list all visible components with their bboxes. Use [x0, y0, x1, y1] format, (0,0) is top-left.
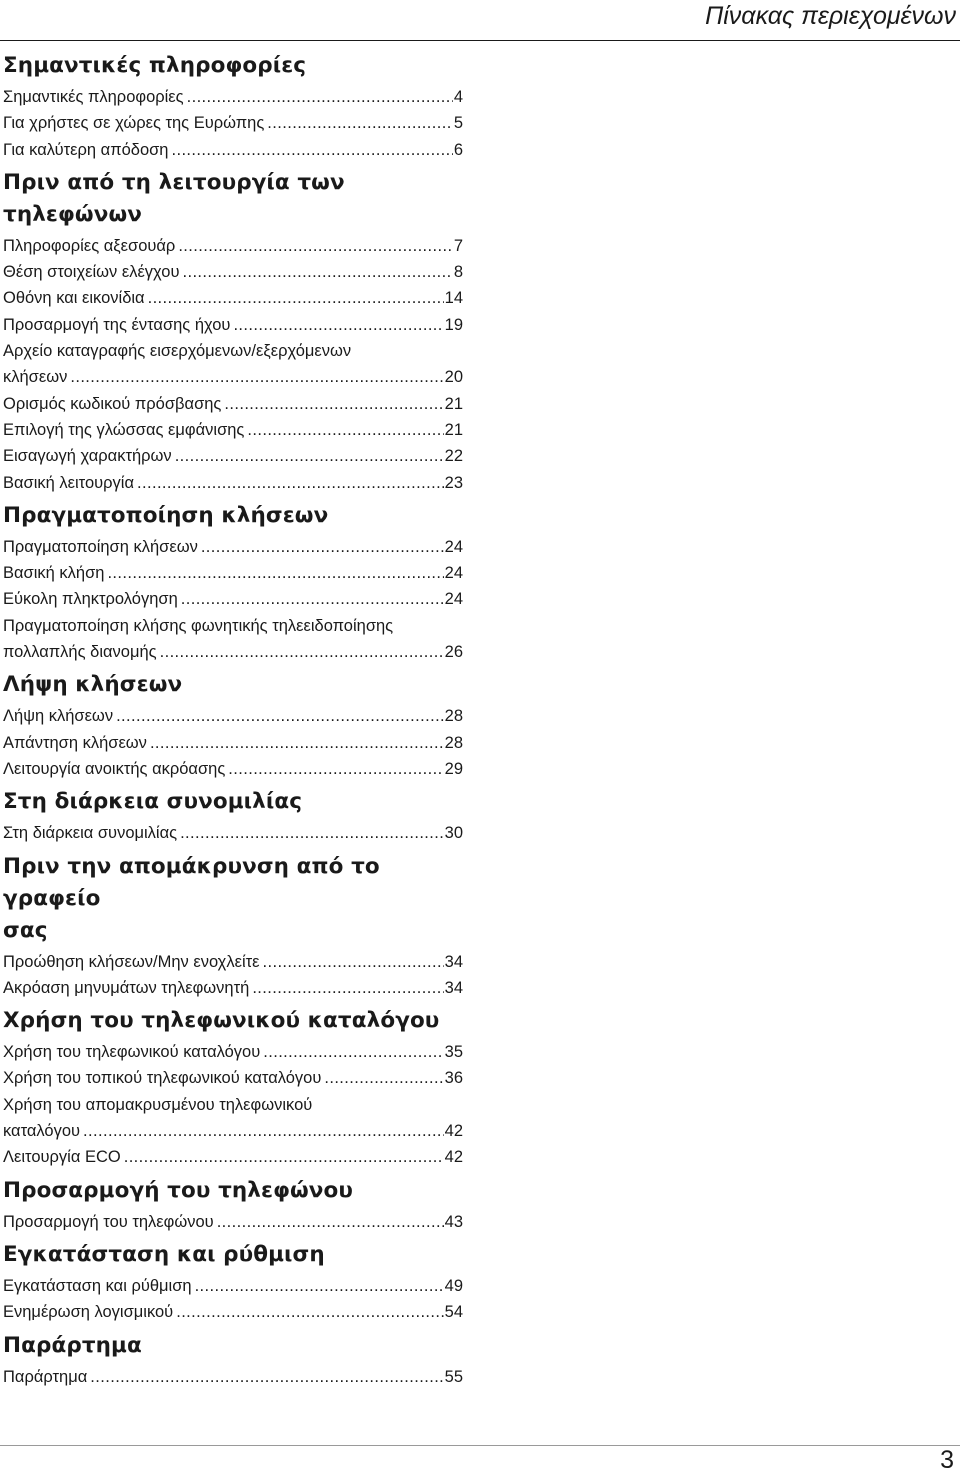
dot-leader — [90, 1364, 443, 1390]
toc-entry-label: Βασική λειτουργία — [3, 473, 135, 492]
dot-leader — [228, 756, 443, 782]
toc-entry-page: 28 — [444, 733, 463, 752]
section-heading: σας — [3, 917, 48, 943]
toc-entry[interactable] — [3, 1065, 463, 1091]
toc-entry-page: 34 — [444, 952, 463, 971]
toc-entry-label: Θέση στοιχείων ελέγχου — [3, 263, 180, 282]
dot-leader — [224, 391, 443, 417]
dot-leader — [175, 443, 444, 469]
section-heading: Πριν την απομάκρυνση από το γραφείο — [3, 853, 380, 911]
toc-entry-label: Προώθηση κλήσεων/Μην ενοχλείτε — [3, 952, 260, 971]
section-heading: Χρήση του τηλεφωνικού καταλόγου — [3, 1008, 440, 1034]
toc-section — [3, 50, 463, 163]
dot-leader — [233, 312, 443, 338]
toc-entry-page: 24 — [444, 564, 463, 583]
toc-entry-page: 29 — [444, 759, 463, 778]
toc-section — [3, 786, 463, 846]
toc-entry[interactable] — [3, 1209, 463, 1235]
toc-entry[interactable] — [3, 1144, 463, 1170]
toc-entry-label: Εγκατάσταση και ρύθμιση — [3, 1276, 192, 1295]
toc-entry-label: Προσαρμογή του τηλεφώνου — [3, 1212, 214, 1231]
dot-leader — [217, 1209, 444, 1235]
toc-entry-page: 34 — [444, 978, 463, 997]
toc-entry[interactable] — [3, 730, 463, 756]
toc-entry[interactable] — [3, 443, 463, 469]
toc-entry[interactable] — [3, 703, 463, 729]
toc-entry-page: 26 — [444, 643, 463, 662]
dot-leader — [176, 1299, 443, 1325]
dot-leader — [70, 364, 443, 390]
toc-entry[interactable] — [3, 364, 463, 390]
dot-leader — [116, 703, 444, 729]
dot-leader — [137, 470, 444, 496]
toc-entry-page: 21 — [444, 420, 463, 439]
toc-entry-page: 49 — [444, 1276, 463, 1295]
dot-leader — [182, 259, 452, 285]
toc-entry[interactable] — [3, 1364, 463, 1390]
toc-entry-label-line[interactable]: Χρήση του απομακρυσμένου τηλεφωνικού — [3, 1095, 313, 1114]
dot-leader — [124, 1144, 444, 1170]
toc-entry-label: Οθόνη και εικονίδια — [3, 289, 145, 308]
toc-entry[interactable] — [3, 84, 463, 110]
toc-section — [3, 1239, 463, 1326]
toc-entry-page: 20 — [444, 368, 463, 387]
toc-entry[interactable] — [3, 639, 463, 665]
toc-section — [3, 1005, 463, 1170]
toc-entry-label-line[interactable]: Αρχείο καταγραφής εισερχόμενων/εξερχόμενων — [3, 342, 352, 361]
toc-entry[interactable] — [3, 285, 463, 311]
toc-entry-page: 7 — [453, 236, 463, 255]
toc-entry-label: Για καλύτερη απόδοση — [3, 140, 169, 159]
dot-leader — [252, 975, 443, 1001]
footer-rule — [0, 1445, 960, 1446]
toc-entry-label: Λειτουργία ανοικτής ακρόασης — [3, 759, 226, 778]
toc-entry-label: Ενημέρωση λογισμικού — [3, 1303, 174, 1322]
toc-entry-label: καταλόγου — [3, 1122, 81, 1141]
dot-leader — [148, 285, 444, 311]
toc-entry[interactable] — [3, 110, 463, 136]
toc-entry-label: Προσαρμογή της έντασης ήχου — [3, 315, 231, 334]
toc-entry[interactable] — [3, 534, 463, 560]
toc-entry-page: 19 — [444, 315, 463, 334]
dot-leader — [324, 1065, 443, 1091]
toc-entry[interactable] — [3, 1273, 463, 1299]
section-heading: Σημαντικές πληροφορίες — [3, 53, 307, 78]
dot-leader — [187, 84, 453, 110]
toc-entry-page: 54 — [444, 1303, 463, 1322]
section-heading: Προσαρμογή του τηλεφώνου — [3, 1177, 354, 1203]
toc-entry-label: Ορισμός κωδικού πρόσβασης — [3, 394, 222, 413]
toc-entry-label-line[interactable]: Πραγματοποίηση κλήσης φωνητικής τηλεειδοποίησης — [3, 616, 394, 635]
toc-entry-label: Στη διάρκεια συνομιλίας — [3, 824, 178, 843]
toc-entry[interactable] — [3, 1039, 463, 1065]
section-heading: Εγκατάσταση και ρύθμιση — [3, 1241, 325, 1267]
dot-leader — [263, 1039, 443, 1065]
dot-leader — [201, 534, 444, 560]
toc-entry-label: Πραγματοποίηση κλήσεων — [3, 537, 198, 556]
section-heading: Πριν από τη λειτουργία των τηλεφώνων — [3, 169, 345, 227]
toc-entry-label: Σημαντικές πληροφορίες — [3, 88, 184, 106]
dot-leader — [267, 110, 453, 136]
toc-section — [3, 669, 463, 782]
toc-entry-label: Βασική κλήση — [3, 564, 105, 583]
section-heading: Λήψη κλήσεων — [3, 672, 183, 698]
toc-entry-page: 35 — [444, 1043, 463, 1062]
toc-entry-page: 24 — [444, 537, 463, 556]
toc-entry[interactable] — [3, 586, 463, 612]
toc-entry[interactable] — [3, 820, 463, 846]
toc-entry-label: πολλαπλής διανομής — [3, 643, 157, 662]
toc-entry-label: Χρήση του τοπικού τηλεφωνικού καταλόγου — [3, 1069, 322, 1088]
table-of-contents — [3, 50, 463, 1390]
toc-entry[interactable] — [3, 233, 463, 259]
dot-leader — [180, 820, 444, 846]
toc-section — [3, 1175, 463, 1235]
toc-entry-page: 21 — [444, 394, 463, 413]
toc-entry-page: 24 — [444, 590, 463, 609]
toc-entry-label: Παράρτημα — [3, 1367, 88, 1386]
dot-leader — [160, 639, 444, 665]
toc-entry-label: Λήψη κλήσεων — [3, 707, 114, 726]
toc-entry[interactable] — [3, 1299, 463, 1325]
toc-section — [3, 167, 463, 496]
toc-entry[interactable] — [3, 470, 463, 496]
toc-entry-label: κλήσεων — [3, 368, 68, 387]
toc-entry[interactable] — [3, 312, 463, 338]
dot-leader — [83, 1118, 444, 1144]
toc-entry-page: 36 — [444, 1069, 463, 1088]
toc-entry-label: Εισαγωγή χαρακτήρων — [3, 447, 172, 466]
dot-leader — [181, 586, 444, 612]
dot-leader — [107, 560, 443, 586]
toc-entry-page: 42 — [444, 1148, 463, 1167]
dot-leader — [263, 949, 444, 975]
toc-entry[interactable] — [3, 949, 463, 975]
toc-section — [3, 500, 463, 665]
toc-entry-label: Πληροφορίες αξεσουάρ — [3, 236, 176, 255]
header-rule — [0, 40, 960, 41]
toc-section — [3, 1330, 463, 1390]
toc-entry-page: 6 — [453, 140, 463, 159]
toc-section — [3, 851, 463, 1002]
section-heading: Παράρτημα — [3, 1332, 142, 1358]
page-title: Πίνακας περιεχομένων — [705, 2, 956, 30]
dot-leader — [195, 1273, 444, 1299]
dot-leader — [247, 417, 443, 443]
toc-entry-page: 5 — [453, 114, 463, 133]
toc-entry-label: Ακρόαση μηνυμάτων τηλεφωνητή — [3, 978, 250, 997]
toc-entry-page: 8 — [453, 263, 463, 282]
toc-entry[interactable] — [3, 756, 463, 782]
toc-entry-page: 28 — [444, 707, 463, 726]
toc-entry[interactable] — [3, 975, 463, 1001]
toc-entry-label: Εύκολη πληκτρολόγηση — [3, 590, 178, 609]
toc-entry-label: Λειτουργία ECO — [3, 1148, 121, 1167]
dot-leader — [178, 233, 452, 259]
toc-entry-label: Επιλογή της γλώσσας εμφάνισης — [3, 420, 245, 439]
toc-entry[interactable] — [3, 417, 463, 443]
toc-entry[interactable] — [3, 560, 463, 586]
section-heading: Στη διάρκεια συνομιλίας — [3, 789, 303, 815]
toc-entry[interactable] — [3, 391, 463, 417]
toc-entry-page: 30 — [444, 824, 463, 843]
page-footer — [0, 1430, 960, 1473]
toc-entry-page: 55 — [444, 1367, 463, 1386]
toc-entry-label: Χρήση του τηλεφωνικού καταλόγου — [3, 1043, 261, 1062]
toc-entry-label: Απάντηση κλήσεων — [3, 733, 147, 752]
page-number: 3 — [940, 1446, 954, 1474]
toc-entry[interactable] — [3, 1118, 463, 1144]
toc-entry-page: 22 — [444, 447, 463, 466]
dot-leader — [150, 730, 444, 756]
section-heading: Πραγματοποίηση κλήσεων — [3, 502, 329, 528]
toc-entry-page: 42 — [444, 1122, 463, 1141]
toc-entry-page: 23 — [444, 473, 463, 492]
toc-entry-label: Για χρήστες σε χώρες της Ευρώπης — [3, 114, 265, 133]
toc-entry[interactable] — [3, 137, 463, 163]
dot-leader — [171, 137, 452, 163]
toc-entry-page: 14 — [444, 289, 463, 308]
toc-entry-page: 43 — [444, 1212, 463, 1231]
toc-entry-page: 4 — [453, 88, 463, 106]
page-header — [0, 0, 960, 44]
toc-entry[interactable] — [3, 259, 463, 285]
